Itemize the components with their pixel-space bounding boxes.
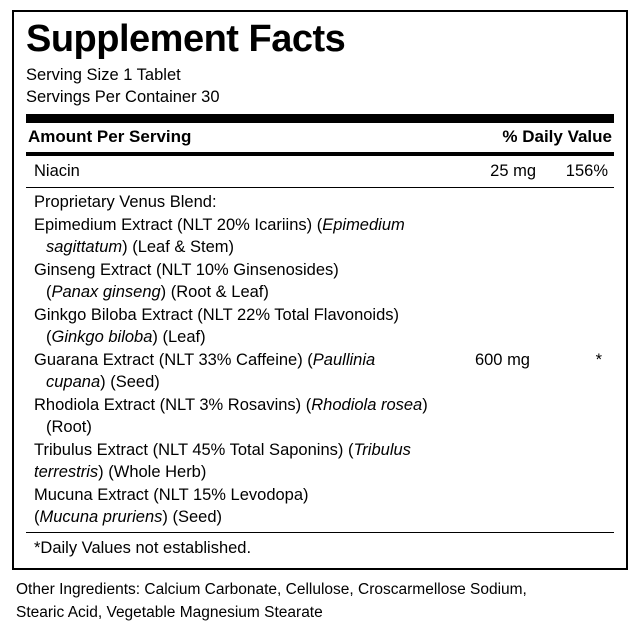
ingredient-latin-name-cont: Mucuna pruriens	[39, 507, 163, 526]
ingredient-part: ) (Root & Leaf)	[160, 283, 269, 302]
ingredient-line-pre: Ginseng Extract (NLT 10% Ginsenosides)	[34, 261, 339, 280]
blend-amount: 600 mg	[474, 351, 530, 370]
nutrient-name: Niacin	[34, 162, 80, 181]
divider-thick	[26, 114, 614, 123]
table-row	[26, 156, 614, 187]
ingredient-continuation	[34, 462, 438, 484]
daily-value-footnote: *Daily Values not established.	[34, 539, 252, 558]
ingredient-latin-name-cont: sagittatum	[46, 238, 123, 257]
ingredient-paren: (	[46, 328, 52, 347]
other-ingredients	[12, 570, 628, 624]
ingredient-latin-name-cont: Panax ginseng	[51, 283, 161, 302]
ingredient-line-pre: Tribulus Extract (NLT 45% Total Saponins) (	[34, 440, 354, 459]
list-item	[34, 485, 438, 529]
ingredient-continuation	[34, 417, 438, 439]
ingredient-line-pre: Mucuna Extract (NLT 15% Levodopa)	[34, 485, 309, 504]
ingredient-part: ) (Leaf)	[152, 328, 206, 347]
ingredient-part: ) (Seed)	[100, 372, 160, 391]
list-item	[34, 350, 438, 394]
blend-daily-value: *	[595, 351, 602, 370]
ingredient-line-pre: Ginkgo Biloba Extract (NLT 22% Total Flavonoids)	[34, 306, 400, 325]
ingredient-continuation	[34, 282, 438, 304]
ingredient-part: ) (Leaf & Stem)	[122, 238, 234, 257]
ingredient-continuation	[34, 327, 438, 349]
ingredient-latin-name: Epimedium	[322, 216, 405, 235]
ingredient-line-post: )	[422, 395, 428, 414]
amount-per-serving-header: Amount Per Serving	[28, 127, 192, 147]
ingredient-part: ) (Whole Herb)	[98, 462, 207, 481]
other-ingredients-line-2: Stearic Acid, Vegetable Magnesium Stearate	[16, 603, 323, 621]
blend-title: Proprietary Venus Blend:	[34, 193, 217, 212]
ingredient-latin-name: Paullinia	[312, 350, 376, 369]
ingredient-line-pre: Guarana Extract (NLT 33% Caffeine) (	[34, 350, 313, 369]
ingredient-part: (Root)	[46, 417, 92, 436]
proprietary-blend-row	[26, 188, 614, 532]
ingredient-continuation	[34, 237, 438, 259]
ingredient-continuation	[34, 507, 438, 529]
daily-value-header: % Daily Value	[502, 127, 612, 147]
list-item	[34, 260, 438, 304]
table-header-row	[26, 123, 614, 152]
ingredient-line-pre: Rhodiola Extract (NLT 3% Rosavins) (	[34, 395, 312, 414]
list-item	[34, 305, 438, 349]
list-item	[34, 395, 438, 439]
ingredient-latin-name: Rhodiola rosea	[311, 395, 423, 414]
serving-size: Serving Size 1 Tablet	[26, 65, 181, 84]
ingredient-latin-name: Tribulus	[353, 440, 411, 459]
ingredient-latin-name-cont: cupana	[46, 372, 101, 391]
ingredient-continuation	[34, 372, 438, 394]
ingredient-latin-name-cont: terrestris	[34, 462, 99, 481]
blend-ingredient-list	[28, 192, 438, 529]
nutrient-amount: 25 mg	[490, 162, 536, 181]
ingredient-part: ) (Seed)	[162, 507, 223, 526]
list-item	[34, 215, 438, 259]
other-ingredients-line-1: Other Ingredients: Calcium Carbonate, Cellulose, Croscarmellose Sodium,	[16, 581, 527, 599]
list-item	[34, 440, 438, 484]
ingredient-latin-name-cont: Ginkgo biloba	[51, 328, 153, 347]
ingredient-line-pre: Epimedium Extract (NLT 20% Icariins) (	[34, 216, 323, 235]
servings-per-container: Servings Per Container 30	[26, 88, 220, 107]
page-title: Supplement Facts	[26, 18, 346, 60]
supplement-facts-panel	[12, 10, 628, 570]
ingredient-paren: (	[46, 283, 52, 302]
ingredient-paren: (	[34, 507, 40, 526]
nutrient-daily-value: 156%	[565, 162, 608, 181]
